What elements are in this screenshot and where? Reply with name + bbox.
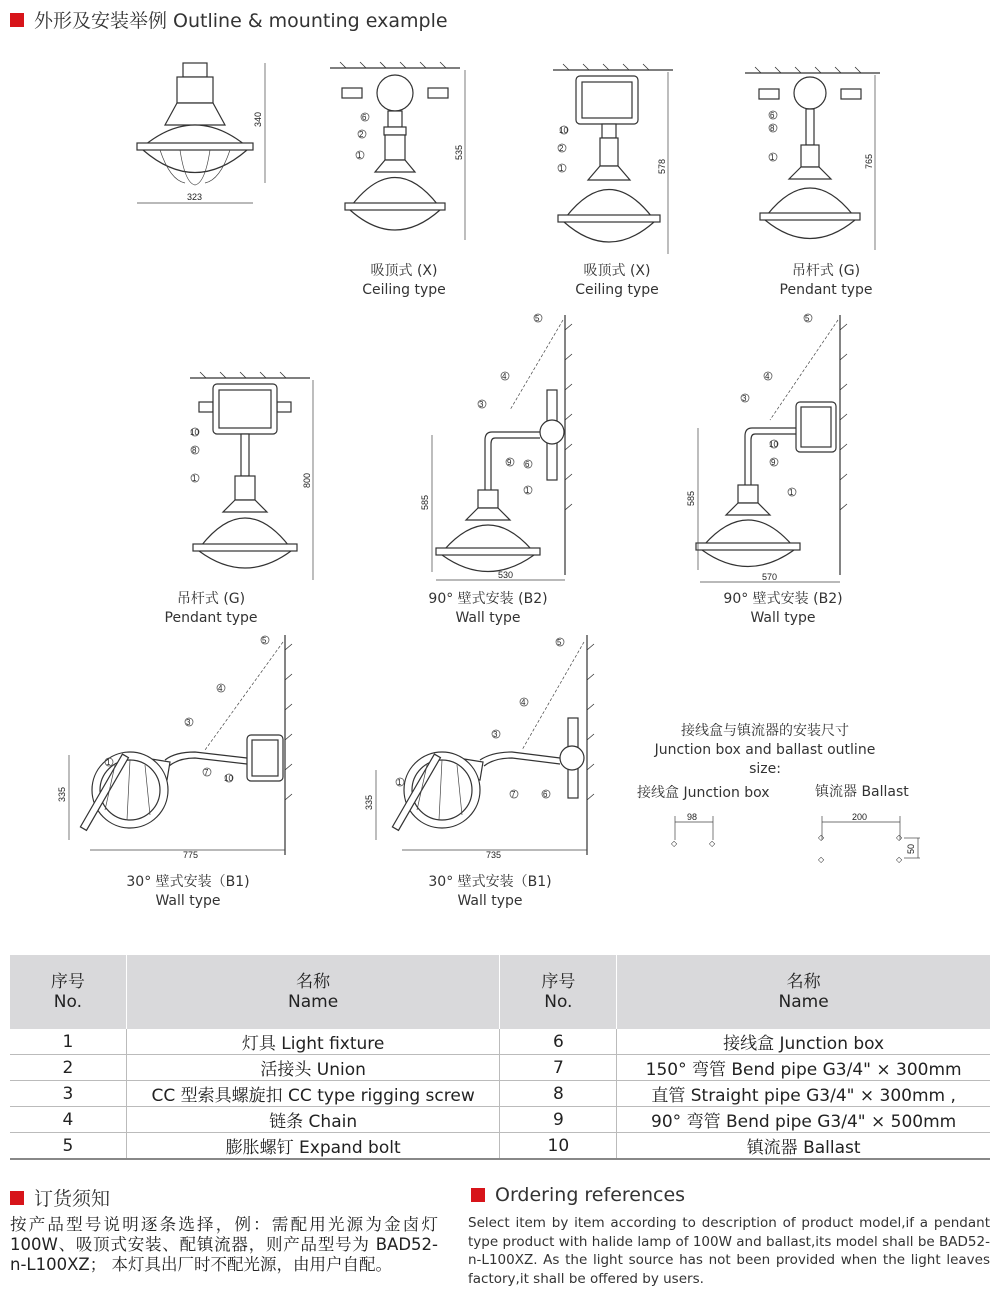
svg-text:10: 10 [190,428,199,437]
svg-text:2: 2 [359,130,364,139]
header-name-2: 名称 Name [617,955,990,1029]
svg-text:775: 775 [183,850,199,860]
ceiling-type-drawing-1 [330,60,480,250]
svg-text:2: 2 [559,144,564,153]
table-row: 3 CC 型索具螺旋扣 CC type rigging screw 8 直管 Straight pipe G3/4" × 300mm , [10,1081,990,1107]
svg-text:8: 8 [770,124,775,133]
table-header-row [10,955,990,1029]
parts-table [10,955,990,1160]
ballast-label: 镇流器 Ballast [815,784,909,800]
wall-type-30-drawing-1 [55,630,300,865]
ordering-text-en: Select item by item according to description of product model,if a pendant type product with halide lamp of 100W and ballast,its model shall be BAD52-n-L100XZ. As the light source has not been provided when the light leaves factory,it shall be offered by users. [468,1215,990,1287]
junction-box-size-drawing [665,810,725,850]
svg-text:4: 4 [218,684,223,693]
svg-text:800: 800 [302,472,312,488]
pendant-type-drawing-1 [745,65,895,260]
caption-pendant-1: 吊杆式 (G) Pendant type [779,263,873,298]
svg-text:50: 50 [906,843,916,854]
wall-type-90-drawing-1 [420,310,580,585]
svg-text:6: 6 [362,113,367,122]
section-title: 外形及安装举例 Outline & mounting example [34,10,448,32]
ordering-header-cn [10,1184,110,1211]
header-name-1: 名称 Name [126,955,500,1029]
svg-text:6: 6 [770,111,775,120]
caption-ceiling-1: 吸顶式 (X) Ceiling type [362,263,446,298]
svg-text:10: 10 [559,126,568,135]
svg-text:5: 5 [535,314,540,323]
caption-wall-30-1: 30° 壁式安装（B1) Wall type [126,874,250,909]
ceiling-type-drawing-2 [548,62,678,262]
wall-type-90-drawing-2 [686,310,855,585]
svg-text:◇: ◇ [896,833,903,842]
table-row: 5 膨胀螺钉 Expand bolt 10 镇流器 Ballast [10,1133,990,1160]
svg-text:1: 1 [789,488,794,497]
svg-text:535: 535 [454,144,464,160]
svg-text:5: 5 [557,638,562,647]
svg-text:9: 9 [771,458,776,467]
ordering-header-en [471,1184,685,1206]
svg-text:200: 200 [852,812,868,822]
svg-text:3: 3 [493,730,498,739]
svg-text:1: 1 [106,758,111,767]
caption-wall-90-2: 90° 壁式安装 (B2) Wall type [723,591,843,626]
ordering-text-cn: 按产品型号说明逐条选择，例：需配用光源为金卤灯 100W、吸顶式安装、配镇流器，则产品型号为 BAD52-n-L100XZ； 本灯具出厂时不配光源，由用户自配。 [10,1215,438,1274]
svg-text:3: 3 [742,394,747,403]
svg-text:4: 4 [502,372,507,381]
svg-text:5: 5 [262,636,267,645]
table-row: 2 活接头 Union 7 150° 弯管 Bend pipe G3/4" × 300mm [10,1055,990,1081]
svg-text:585: 585 [420,494,430,510]
section-marker [10,13,24,27]
svg-text:4: 4 [765,372,770,381]
svg-text:◇: ◇ [818,855,825,864]
svg-text:8: 8 [192,446,197,455]
svg-text:585: 585 [686,490,696,506]
svg-text:530: 530 [498,570,514,580]
svg-text:6: 6 [525,460,530,469]
junction-ballast-title: 接线盒与镇流器的安装尺寸 Junction box and ballast outline size: [654,723,876,777]
ordering-marker-en [471,1188,485,1202]
ordering-title-en: Ordering references [495,1184,686,1206]
svg-text:335: 335 [57,786,67,802]
svg-text:578: 578 [657,158,667,174]
svg-text:98: 98 [687,812,698,822]
pendant-type-drawing-2 [185,370,325,585]
svg-text:◇: ◇ [709,839,716,848]
svg-text:570: 570 [762,572,778,582]
table-row: 4 链条 Chain 9 90° 弯管 Bend pipe G3/4" × 500mm [10,1107,990,1133]
svg-text:9: 9 [507,458,512,467]
caption-pendant-2: 吊杆式 (G) Pendant type [164,591,258,626]
svg-text:3: 3 [479,400,484,409]
header-no-2: 序号 No. [500,955,617,1029]
ordering-marker-cn [10,1191,24,1205]
dim-height: 340 [253,111,263,127]
svg-text:1: 1 [559,164,564,173]
section-header [10,6,448,33]
svg-text:335: 335 [364,794,374,810]
dim-width: 323 [187,192,203,202]
svg-text:735: 735 [486,850,502,860]
svg-text:1: 1 [357,151,362,160]
caption-ceiling-2: 吸顶式 (X) Ceiling type [575,263,659,298]
svg-text:7: 7 [204,768,209,777]
svg-text:765: 765 [864,153,874,169]
wall-type-30-drawing-2 [362,630,602,865]
svg-text:10: 10 [224,774,233,783]
svg-text:10: 10 [769,440,778,449]
svg-text:◇: ◇ [896,855,903,864]
svg-text:1: 1 [770,153,775,162]
svg-text:◇: ◇ [818,833,825,842]
svg-text:4: 4 [521,698,526,707]
svg-text:6: 6 [543,790,548,799]
svg-text:1: 1 [525,486,530,495]
table-row: 1 灯具 Light fixture 6 接线盒 Junction box [10,1029,990,1055]
junction-box-label: 接线盒 Junction box [637,785,770,801]
svg-text:7: 7 [511,790,516,799]
caption-wall-90-1: 90° 壁式安装 (B2) Wall type [428,591,548,626]
svg-text:5: 5 [805,314,810,323]
ballast-size-drawing [812,810,927,865]
fixture-outline-drawing [125,55,285,215]
header-no-1: 序号 No. [10,955,126,1029]
ordering-title-cn: 订货须知 [34,1188,111,1210]
svg-text:1: 1 [397,778,402,787]
svg-text:◇: ◇ [671,839,678,848]
svg-text:1: 1 [192,474,197,483]
caption-wall-30-2: 30° 壁式安装（B1) Wall type [428,874,552,909]
svg-text:3: 3 [186,718,191,727]
